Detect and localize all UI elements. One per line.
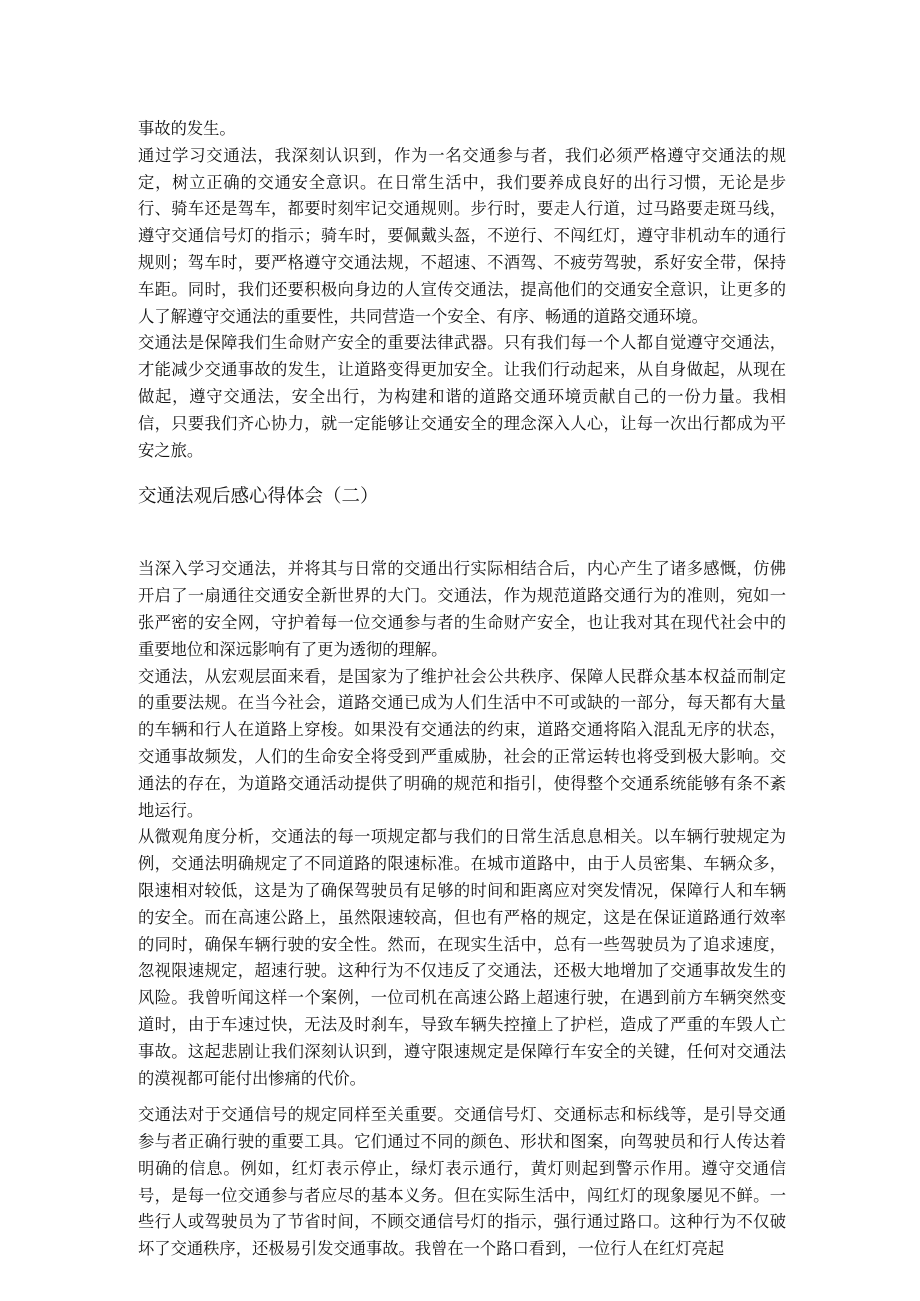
paragraph-micro-level: 从微观角度分析，交通法的每一项规定都与我们的日常生活息息相关。以车辆行驶规定为例，交通法明确规定了不同道路的限速标准。在城市道路中，由于人员密集、车辆众多，限速相对较低，这是为了确保驾驶员有足够的时间和距离应对突发情况，保障行人和车辆的安全。而在高速公路上，虽然限速较高，但也有严格的规定，这是在保证道路通行效率的同时，确保车辆行驶的安全性。然而，在现实生活中，总有一些驾驶员为了追求速度，忽视限速规定，超速行驶。这种行为不仅违反了交通法，还极大地增加了交通事故发生的风险。我曾听闻这样一个案例，一位司机在高速公路上超速行驶，在遇到前方车辆突然变道时，由于车速过快，无法及时刹车，导致车辆失控撞上了护栏，造成了严重的车毁人亡事故。这起悲剧让我们深刻认识到，遵守限速规定是保障行车安全的关键，任何对交通法的漠视都可能付出惨痛的代价。 [138, 827, 786, 1088]
paragraph-macro-level: 交通法，从宏观层面来看，是国家为了维护社会公共秩序、保障人民群众基本权益而制定的重要法规。在当今社会，道路交通已成为人们生活中不可或缺的一部分，每天都有大量的车辆和行人在道路上穿梭。如果没有交通法的约束，道路交通将陷入混乱无序的状态，交通事故频发，人们的生命安全将受到严重威胁，社会的正常运转也将受到极大影响。交通法的存在，为道路交通活动提供了明确的规范和指引，使得整个交通系统能够有条不紊地运行。 [138, 666, 786, 820]
paragraph-traffic-signals: 交通法对于交通信号的规定同样至关重要。交通信号灯、交通标志和标线等，是引导交通参与者正确行驶的重要工具。它们通过不同的颜色、形状和图案，向驾驶员和行人传达着明确的信息。例如，红灯表示停止，绿灯表示通行，黄灯则起到警示作用。遵守交通信号，是每一位交通参与者应尽的基本义务。但在实际生活中，闯红灯的现象屡见不鲜。一些行人或驾驶员为了节省时间，不顾交通信号灯的指示，强行通过路口。这种行为不仅破坏了交通秩序，还极易引发交通事故。我曾在一个路口看到，一位行人在红灯亮起 [138, 1105, 786, 1259]
section-heading: 交通法观后感心得体会（二） [138, 486, 379, 508]
paragraph-deep-study: 当深入学习交通法，并将其与日常的交通出行实际相结合后，内心产生了诸多感慨，仿佛开启了一扇通往交通安全新世界的大门。交通法，作为规范道路交通行为的准则，宛如一张严密的安全网，守护着每一位交通参与者的生命财产安全，也让我对其在现代社会中的重要地位和深远影响有了更为透彻的理解。 [138, 559, 786, 659]
paragraph-legal-weapon: 交通法是保障我们生命财产安全的重要法律武器。只有我们每一个人都自觉遵守交通法，才能减少交通事故的发生，让道路变得更加安全。让我们行动起来，从自身做起，从现在做起，遵守交通法，安全出行，为构建和谐的道路交通环境贡献自己的一份力量。我相信，只要我们齐心协力，就一定能够让交通安全的理念深入人心，让每一次出行都成为平安之旅。 [138, 333, 786, 460]
document-page [138, 116, 786, 1263]
paragraph-learning-traffic-law: 通过学习交通法，我深刻认识到，作为一名交通参与者，我们必须严格遵守交通法的规定，树立正确的交通安全意识。在日常生活中，我们要养成良好的出行习惯，无论是步行、骑车还是驾车，都要时刻牢记交通规则。步行时，要走人行道，过马路要走斑马线，遵守交通信号灯的指示；骑车时，要佩戴头盔，不逆行、不闯红灯，遵守非机动车的通行规则；驾车时，要严格遵守交通法规，不超速、不酒驾、不疲劳驾驶，系好安全带，保持车距。同时，我们还要积极向身边的人宣传交通法，提高他们的交通安全意识，让更多的人了解遵守交通法的重要性，共同营造一个安全、有序、畅通的道路交通环境。 [138, 145, 786, 326]
paragraph-accident-occurrence: 事故的发生。 [138, 119, 236, 138]
